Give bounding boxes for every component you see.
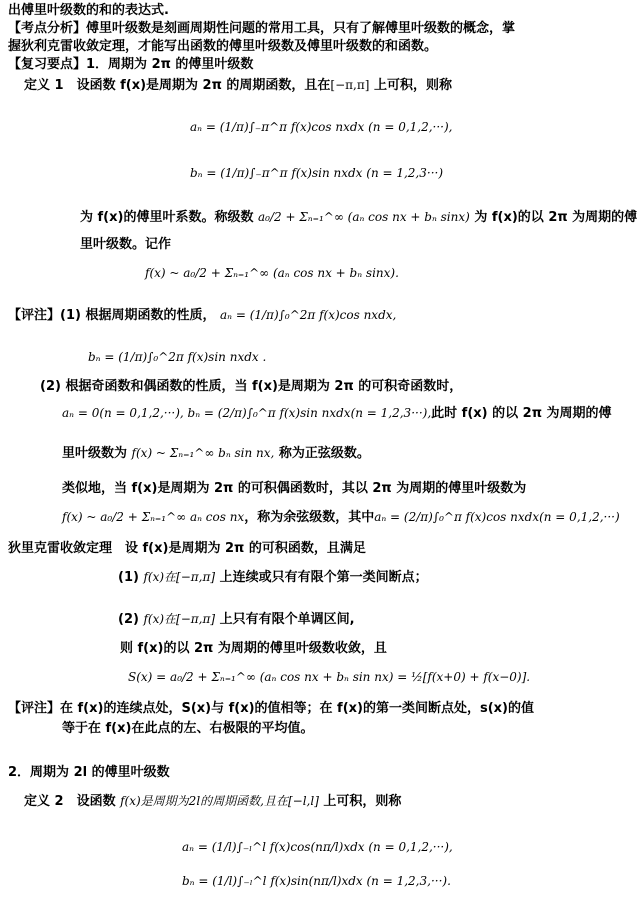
remark-1-formula: aₙ = (1/π)∫₀^2π f(x)cos nxdx, <box>220 308 397 322</box>
line-review-heading: 【复习要点】1．周期为 2π 的傅里叶级数 <box>8 57 254 72</box>
cosine-series-formula: f(x) ~ a₀/2 + Σₙ₌₁^∞ aₙ cos nx <box>62 510 245 524</box>
series-formula: a₀/2 + Σₙ₌₁^∞ (aₙ cos nx + bₙ sinx) <box>257 210 470 224</box>
condition-2 <box>118 610 355 629</box>
definition-1-tail: 上可积，则称 <box>369 78 452 93</box>
condition-1-formula: f(x)在[−π,π] <box>143 570 216 584</box>
cosine-series-text: ，称为余弦级数，其中 <box>244 510 375 525</box>
definition-1-text: 定义 1 设函数 f(x)是周期为 2π 的周期函数，且在 <box>24 78 331 93</box>
coefficient-text: 为 f(x)的傅里叶系数。称级数 <box>80 210 254 225</box>
condition-2-text: 上只有有限个单调区间, <box>219 612 355 627</box>
formula-bn: bₙ = (1/π)∫₋π^π f(x)sin nxdx (n = 1,2,3···) <box>190 166 444 180</box>
dirichlet-theorem: 狄里克雷收敛定理 设 f(x)是周期为 2π 的可积函数，且满足 <box>8 541 366 556</box>
convergence-line: 则 f(x)的以 2π 为周期的傅里叶级数收敛，且 <box>120 641 387 656</box>
series-notation-line: 里叶级数。记作 <box>80 237 172 252</box>
remark-3: 【评注】在 f(x)的连续点处，S(x)与 f(x)的值相等；在 f(x)的第一类间断点处，s(x)的值 <box>8 701 534 716</box>
line-1: 出傅里叶级数的和的表达式. <box>8 3 169 18</box>
condition-1-text: 上连续或只有有限个第一类间断点； <box>219 570 428 585</box>
coefficient-line <box>80 208 637 227</box>
definition-2 <box>24 792 401 811</box>
formula-sum-function: S(x) = a₀/2 + Σₙ₌₁^∞ (aₙ cos nx + bₙ sin nx) = ½[f(x+0) + f(x−0)]. <box>128 670 531 684</box>
odd-function-line <box>62 404 612 423</box>
definition-2-tail: 上可积，则称 <box>323 794 402 809</box>
line-exam-analysis: 【考点分析】傅里叶级数是刻画周期性问题的常用工具，只有了解傅里叶级数的概念，掌 <box>8 21 516 36</box>
formula-fourier-series: f(x) ~ a₀/2 + Σₙ₌₁^∞ (aₙ cos nx + bₙ sinx). <box>145 266 399 280</box>
sine-series-formula: f(x) ~ Σₙ₌₁^∞ bₙ sin nx, <box>131 446 275 460</box>
remark-1-text: 【评注】(1) 根据周期函数的性质， <box>8 308 216 323</box>
section-2-heading: 2．周期为 2l 的傅里叶级数 <box>8 765 170 780</box>
sine-series-text: 里叶级数为 <box>62 446 128 461</box>
remark-3-cont: 等于在 f(x)在此点的左、右极限的平均值。 <box>62 721 314 736</box>
condition-2-number: (2) <box>118 612 139 627</box>
definition-1-interval: [−π,π] <box>330 78 370 92</box>
even-function-line: 类似地，当 f(x)是周期为 2π 的可积偶函数时，其以 2π 为周期的傅里叶级数为 <box>62 481 527 496</box>
line-exam-analysis-2: 握狄利克雷收敛定理，才能写出函数的傅里叶级数及傅里叶级数的和函数。 <box>8 39 438 54</box>
definition-2-formula: f(x)是周期为2l的周期函数,且在[−l,l] <box>120 794 319 808</box>
remark-2: (2) 根据奇函数和偶函数的性质，当 f(x)是周期为 2π 的可积奇函数时， <box>40 379 463 394</box>
cosine-coefficient-formula: aₙ = (2/π)∫₀^π f(x)cos nxdx(n = 0,1,2,···) <box>374 510 620 524</box>
cosine-series-line <box>62 508 620 527</box>
sine-series-line <box>62 444 370 463</box>
remark-1 <box>8 306 396 325</box>
definition-2-text: 定义 2 设函数 <box>24 794 116 809</box>
coefficient-tail: 为 f(x)的以 2π 为周期的傅 <box>474 210 637 225</box>
odd-function-formula: aₙ = 0(n = 0,1,2,···), bₙ = (2/π)∫₀^π f(x)sin nxdx(n = 1,2,3···), <box>62 406 432 420</box>
condition-1 <box>118 568 428 587</box>
definition-1 <box>24 76 452 95</box>
condition-1-number: (1) <box>118 570 139 585</box>
formula-bn-2l: bₙ = (1/l)∫₋ₗ^l f(x)sin(nπ/l)xdx (n = 1,2,3,···). <box>182 874 451 888</box>
formula-an: aₙ = (1/π)∫₋π^π f(x)cos nxdx (n = 0,1,2,···), <box>190 120 453 134</box>
odd-function-tail: 此时 f(x) 的以 2π 为周期的傅 <box>431 406 612 421</box>
sine-series-tail: 称为正弦级数。 <box>278 446 370 461</box>
formula-bn-period: bₙ = (1/π)∫₀^2π f(x)sin nxdx . <box>88 350 267 364</box>
formula-an-2l: aₙ = (1/l)∫₋ₗ^l f(x)cos(nπ/l)xdx (n = 0,1,2,···), <box>182 840 453 854</box>
condition-2-formula: f(x)在[−π,π] <box>143 612 216 626</box>
